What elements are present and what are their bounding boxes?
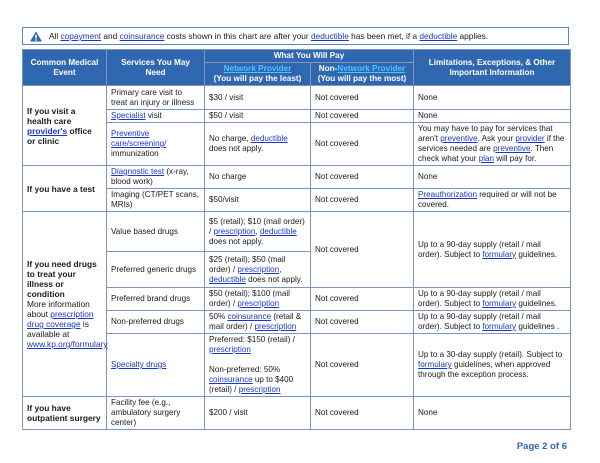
deductible-link-2[interactable]: deductible (419, 31, 458, 41)
col-header-limitations: Limitations, Exceptions, & Other Important Information (414, 50, 571, 86)
plan-link[interactable]: plan (478, 154, 495, 163)
prescription-drug-coverage-link[interactable]: prescription drug coverage (27, 309, 94, 329)
network-provider-link[interactable]: Network Provider (223, 64, 292, 73)
non-network-cell: Not covered (311, 86, 414, 110)
prescription-link[interactable]: prescription (237, 264, 280, 274)
service-cell: Preferred generic drugs (107, 252, 205, 288)
header-row (23, 50, 571, 63)
cost-table (22, 49, 571, 430)
col-header-non-network: Non-Network Provider (You will pay the most) (311, 63, 414, 86)
network-cell: No charge, deductible does not apply. (205, 123, 311, 166)
non-network-cell: Not covered (311, 288, 414, 311)
deductible-link[interactable]: deductible (250, 134, 288, 143)
network-cell: $30 / visit (205, 86, 311, 110)
network-cell: Preferred: $150 (retail) / prescription Non-preferred: 50% coinsurance up to $400 (retail) / prescription (205, 334, 311, 397)
limits-cell: None (414, 110, 571, 123)
network-cell: No charge (205, 166, 311, 189)
limits-cell: None (414, 86, 571, 110)
copayment-link[interactable]: copayment (60, 31, 102, 41)
prescription-link[interactable]: prescription (237, 299, 280, 308)
non-network-cell: Not covered (311, 189, 414, 212)
service-cell: Non-preferred drugs (107, 311, 205, 334)
non-network-cell: Not covered (311, 166, 414, 189)
col-header-network: Network Provider (You will pay the least) (205, 63, 311, 86)
limits-cell: You may have to pay for services that aren't preventive. Ask your provider if the services needed are preventive. Then check what your plan will pay for. (414, 123, 571, 166)
service-cell: Facility fee (e.g., ambulatory surgery center) (107, 397, 205, 430)
formulary-link[interactable]: formulary (482, 249, 517, 259)
preventive-link[interactable]: preventive (440, 134, 478, 143)
service-cell: Imaging (CT/PET scans, MRIs) (107, 189, 205, 212)
non-network-cell: Not covered (311, 123, 414, 166)
preventive-care-link[interactable]: Preventive care/screening/ (111, 129, 167, 148)
warning-icon (29, 31, 43, 42)
col-header-services: Services You May Need (107, 50, 205, 86)
network-cell: $25 (retail); $50 (mail order) / prescription, deductible does not apply. (205, 252, 311, 288)
event-test: If you have a test (23, 166, 107, 212)
non-network-cell: Not covered (311, 110, 414, 123)
table-row (23, 212, 571, 252)
deductible-link[interactable]: deductible (259, 226, 297, 236)
prescription-link[interactable]: prescription (209, 345, 251, 354)
formulary-url-link[interactable]: www.kp.org/formulary (27, 339, 108, 349)
deductible-link[interactable]: deductible (311, 31, 349, 41)
preventive-link[interactable]: preventive (493, 144, 531, 153)
col-header-what-you-pay: What You Will Pay (205, 50, 414, 63)
formulary-link[interactable]: formulary (418, 360, 452, 369)
formulary-link[interactable]: formulary (482, 299, 517, 308)
limits-cell: Up to a 30-day supply (retail). Subject to formulary guidelines, when approved through the exception process. (414, 334, 571, 397)
service-cell: Preferred brand drugs (107, 288, 205, 311)
table-row (23, 86, 571, 110)
table-row (23, 166, 571, 189)
service-cell: Diagnostic test (x-ray, blood work) (107, 166, 205, 189)
event-outpatient: If you have outpatient surgery (23, 397, 107, 430)
event-drugs: If you need drugs to treat your illness or condition More information about prescription drug coverage is available at www.kp.org/formulary (23, 212, 107, 397)
preauthorization-link[interactable]: Preauthorization (418, 190, 477, 199)
non-network-cell: Not covered (311, 397, 414, 430)
service-cell: Preventive care/screening/ immunization (107, 123, 205, 166)
coinsurance-link[interactable]: coinsurance (209, 375, 253, 384)
non-network-cell: Not covered (311, 334, 414, 397)
service-cell (107, 334, 205, 397)
banner-text: All copayment and coinsurance costs shown in this chart are after your deductible has been met, if a deductible applies. (49, 31, 489, 41)
provider-link[interactable]: provider (515, 134, 545, 143)
provider-link[interactable]: provider's (27, 125, 68, 136)
limits-cell: None (414, 397, 571, 430)
non-network-cell: Not covered (311, 212, 414, 288)
non-network-provider-link[interactable]: Network Provider (337, 64, 406, 73)
prescription-link[interactable]: prescription (254, 322, 297, 331)
service-cell: Primary care visit to treat an injury or illness (107, 86, 205, 110)
specialty-drugs-link[interactable]: Specialty drugs (111, 360, 167, 369)
limits-cell: Preauthorization required or will not be covered. (414, 189, 571, 212)
limits-cell: Up to a 90-day supply (retail / mail order). Subject to formulary guidelines. (414, 212, 571, 288)
limits-cell: Up to a 90-day supply (retail / mail order). Subject to formulary guidelines. (414, 288, 571, 311)
limits-cell: Up to a 90-day supply (retail / mail order). Subject to formulary guidelines . (414, 311, 571, 334)
network-cell: $5 (retail); $10 (mail order) / prescription, deductible does not apply. (205, 212, 311, 252)
diagnostic-test-link[interactable]: Diagnostic test (111, 167, 165, 176)
limits-cell: None (414, 166, 571, 189)
network-cell: $50 / visit (205, 110, 311, 123)
event-visit: If you visit a health care provider's office or clinic (23, 86, 107, 166)
page-number: Page 2 of 6 (516, 441, 567, 452)
col-header-event: Common Medical Event (23, 50, 107, 86)
network-cell: $50 (retail); $100 (mail order) / prescription (205, 288, 311, 311)
network-cell: $200 / visit (205, 397, 311, 430)
prescription-link[interactable]: prescription (213, 226, 256, 236)
service-cell: Specialist visit (107, 110, 205, 123)
deductible-link[interactable]: deductible (209, 274, 246, 284)
table-row (23, 397, 571, 430)
specialist-link[interactable]: Specialist (111, 111, 146, 120)
non-network-cell: Not covered (311, 311, 414, 334)
network-cell: 50% coinsurance (retail & mail order) / prescription (205, 311, 311, 334)
network-cell: $50/visit (205, 189, 311, 212)
prescription-link[interactable]: prescription (238, 385, 281, 394)
service-cell: Value based drugs (107, 212, 205, 252)
formulary-link[interactable]: formulary (482, 322, 517, 331)
coinsurance-link[interactable]: coinsurance (119, 31, 165, 41)
coinsurance-link[interactable]: coinsurance (227, 312, 272, 321)
info-banner (22, 27, 569, 45)
